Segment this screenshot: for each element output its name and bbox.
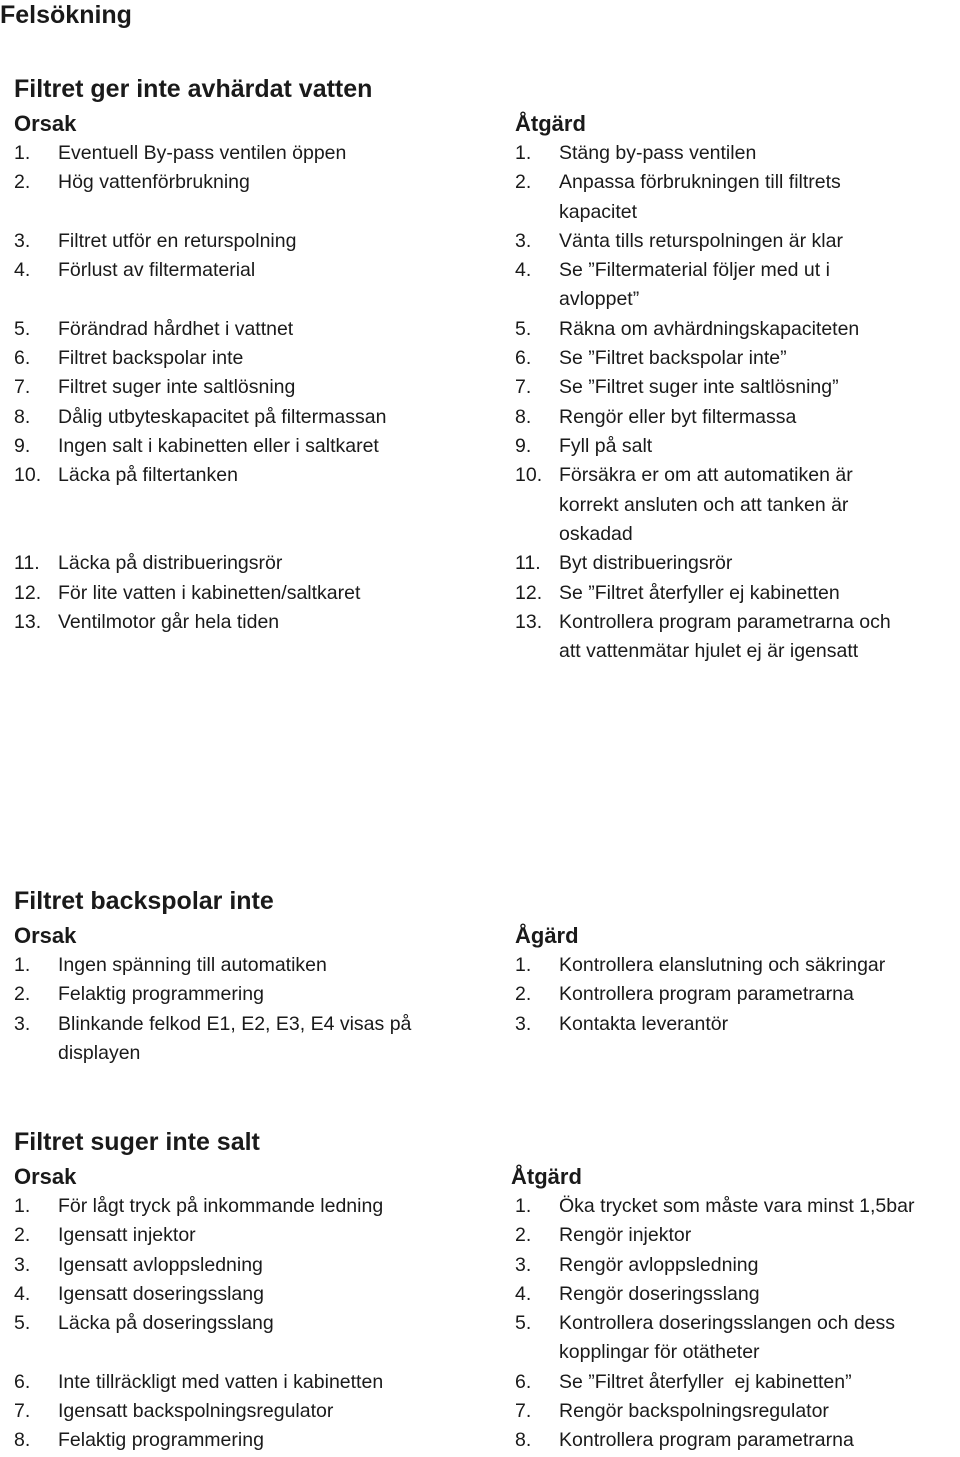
item-text: Försäkra er om att automatiken är — [559, 464, 853, 487]
item-number: 2. — [515, 983, 532, 1006]
item-number: 2. — [14, 171, 31, 194]
item-number: 3. — [515, 1012, 532, 1035]
item-text: Öka trycket som måste vara minst 1,5bar — [559, 1195, 915, 1217]
item-number: 8. — [14, 1429, 31, 1452]
item-text: Eventuell By-pass ventilen öppen — [58, 142, 347, 164]
item-number: 5. — [14, 1312, 31, 1335]
item-text: Förlust av filtermaterial — [58, 259, 256, 282]
item-text: Rengör backspolningsregulator — [559, 1400, 829, 1423]
item-number: 7. — [515, 376, 532, 399]
item-number: 11. — [515, 552, 541, 575]
item-number: 4. — [515, 259, 532, 282]
item-number: 5. — [14, 317, 31, 340]
item-text: kapacitet — [559, 200, 638, 223]
item-number: 10. — [515, 464, 543, 487]
item-number: 2. — [515, 171, 532, 194]
action-header: Åtgärd — [515, 111, 586, 136]
item-text: Rengör doseringsslang — [559, 1282, 760, 1305]
item-number: 7. — [14, 376, 31, 399]
item-number: 2. — [14, 1224, 31, 1247]
item-text: korrekt ansluten och att tanken är — [559, 493, 849, 516]
page-title: Felsökning — [0, 1, 132, 29]
item-text: avloppet” — [559, 288, 640, 311]
item-number: 3. — [14, 229, 31, 252]
item-number: 4. — [515, 1282, 532, 1305]
item-text: För lågt tryck på inkommande ledning — [58, 1195, 384, 1217]
item-text: kopplingar för otätheter — [559, 1341, 760, 1364]
section-title-no-softened-water: Filtret ger inte avhärdat vatten — [14, 75, 373, 103]
item-text: Läcka på doseringsslang — [58, 1312, 274, 1335]
item-number: 13. — [515, 610, 543, 633]
item-text: Igensatt doseringsslang — [58, 1282, 264, 1305]
item-number: 3. — [515, 229, 532, 252]
item-text: Fyll på salt — [559, 435, 653, 457]
item-number: 2. — [515, 1224, 532, 1247]
item-number: 10. — [14, 464, 42, 487]
item-number: 8. — [14, 405, 31, 428]
item-number: 1. — [515, 142, 532, 164]
item-text: Hög vattenförbrukning — [58, 171, 250, 194]
item-text: Dålig utbyteskapacitet på filtermassan — [58, 405, 387, 428]
item-number: 1. — [14, 1195, 31, 1217]
item-text: Räkna om avhärdningskapaciteten — [559, 317, 860, 340]
item-text: Se ”Filtret backspolar inte” — [559, 347, 787, 370]
item-text: Kontrollera program parametrarna och — [559, 610, 891, 633]
item-text: Filtret backspolar inte — [58, 347, 244, 370]
item-text: Filtret suger inte saltlösning — [58, 376, 296, 399]
item-text: Se ”Filtermaterial följer med ut i — [559, 259, 830, 282]
item-text: Ingen salt i kabinetten eller i saltkaret — [58, 435, 379, 457]
item-text: Kontrollera program parametrarna — [559, 1429, 854, 1452]
item-text: Kontrollera doseringsslangen och dess — [559, 1312, 896, 1335]
item-number: 1. — [14, 142, 31, 164]
item-text: Igensatt avloppsledning — [58, 1253, 263, 1276]
section-title-no-backwash: Filtret backspolar inte — [14, 887, 274, 915]
item-text: Rengör avloppsledning — [559, 1253, 759, 1276]
item-number: 1. — [515, 954, 532, 976]
item-text: Förändrad hårdhet i vattnet — [58, 317, 294, 340]
item-text: Vänta tills returspolningen är klar — [559, 229, 843, 252]
item-text: Läcka på distribueringsrör — [58, 552, 283, 575]
item-number: 5. — [515, 317, 532, 340]
item-text: Igensatt injektor — [58, 1224, 196, 1247]
item-number: 6. — [515, 347, 532, 370]
item-number: 7. — [14, 1400, 31, 1423]
item-text: Inte tillräckligt med vatten i kabinetten — [58, 1370, 384, 1393]
item-number: 9. — [14, 435, 31, 457]
action-header: Ågärd — [515, 923, 579, 948]
item-text: Ventilmotor går hela tiden — [58, 610, 280, 633]
item-text: Kontrollera program parametrarna — [559, 983, 854, 1006]
item-number: 2. — [14, 983, 31, 1006]
item-text: Felaktig programmering — [58, 983, 264, 1006]
item-text: Se ”Filtret återfyller ej kabinetten” — [559, 1370, 852, 1393]
item-number: 3. — [515, 1253, 532, 1276]
item-number: 13. — [14, 610, 42, 633]
item-number: 7. — [515, 1400, 532, 1423]
item-text: Kontakta leverantör — [559, 1012, 729, 1035]
item-number: 9. — [515, 435, 532, 457]
item-number: 6. — [14, 347, 31, 370]
item-text: Se ”Filtret suger inte saltlösning” — [559, 376, 839, 399]
item-text: Läcka på filtertanken — [58, 464, 238, 487]
action-header: Åtgärd — [511, 1164, 582, 1189]
item-text: Rengör eller byt filtermassa — [559, 405, 797, 428]
item-text: Ingen spänning till automatiken — [58, 954, 327, 976]
item-text: Stäng by-pass ventilen — [559, 142, 757, 164]
item-text: Igensatt backspolningsregulator — [58, 1400, 334, 1423]
cause-header: Orsak — [14, 923, 77, 948]
cause-header: Orsak — [14, 111, 77, 136]
section-title-no-salt-suction: Filtret suger inte salt — [14, 1128, 260, 1156]
item-text: Blinkande felkod E1, E2, E3, E4 visas på — [58, 1012, 412, 1035]
item-number: 6. — [14, 1370, 31, 1393]
item-text: displayen — [58, 1041, 141, 1064]
item-number: 1. — [14, 954, 31, 976]
item-number: 8. — [515, 405, 532, 428]
item-number: 12. — [14, 581, 42, 604]
item-text: Se ”Filtret återfyller ej kabinetten — [559, 581, 840, 604]
item-text: Rengör injektor — [559, 1224, 692, 1247]
item-text: Kontrollera elanslutning och säkringar — [559, 954, 886, 976]
item-number: 8. — [515, 1429, 532, 1452]
item-number: 6. — [515, 1370, 532, 1393]
item-number: 4. — [14, 259, 31, 282]
item-number: 12. — [515, 581, 543, 604]
item-number: 3. — [14, 1012, 31, 1035]
item-number: 1. — [515, 1195, 532, 1217]
item-text: Anpassa förbrukningen till filtrets — [559, 171, 841, 194]
item-number: 11. — [14, 552, 40, 575]
item-text: Filtret utför en returspolning — [58, 229, 297, 252]
item-number: 5. — [515, 1312, 532, 1335]
item-number: 3. — [14, 1253, 31, 1276]
item-number: 4. — [14, 1282, 31, 1305]
item-text: oskadad — [559, 522, 633, 545]
cause-header: Orsak — [14, 1164, 77, 1189]
item-text: Felaktig programmering — [58, 1429, 264, 1452]
item-text: För lite vatten i kabinetten/saltkaret — [58, 581, 361, 604]
item-text: att vattenmätar hjulet ej är igensatt — [559, 640, 859, 663]
item-text: Byt distribueringsrör — [559, 552, 733, 575]
